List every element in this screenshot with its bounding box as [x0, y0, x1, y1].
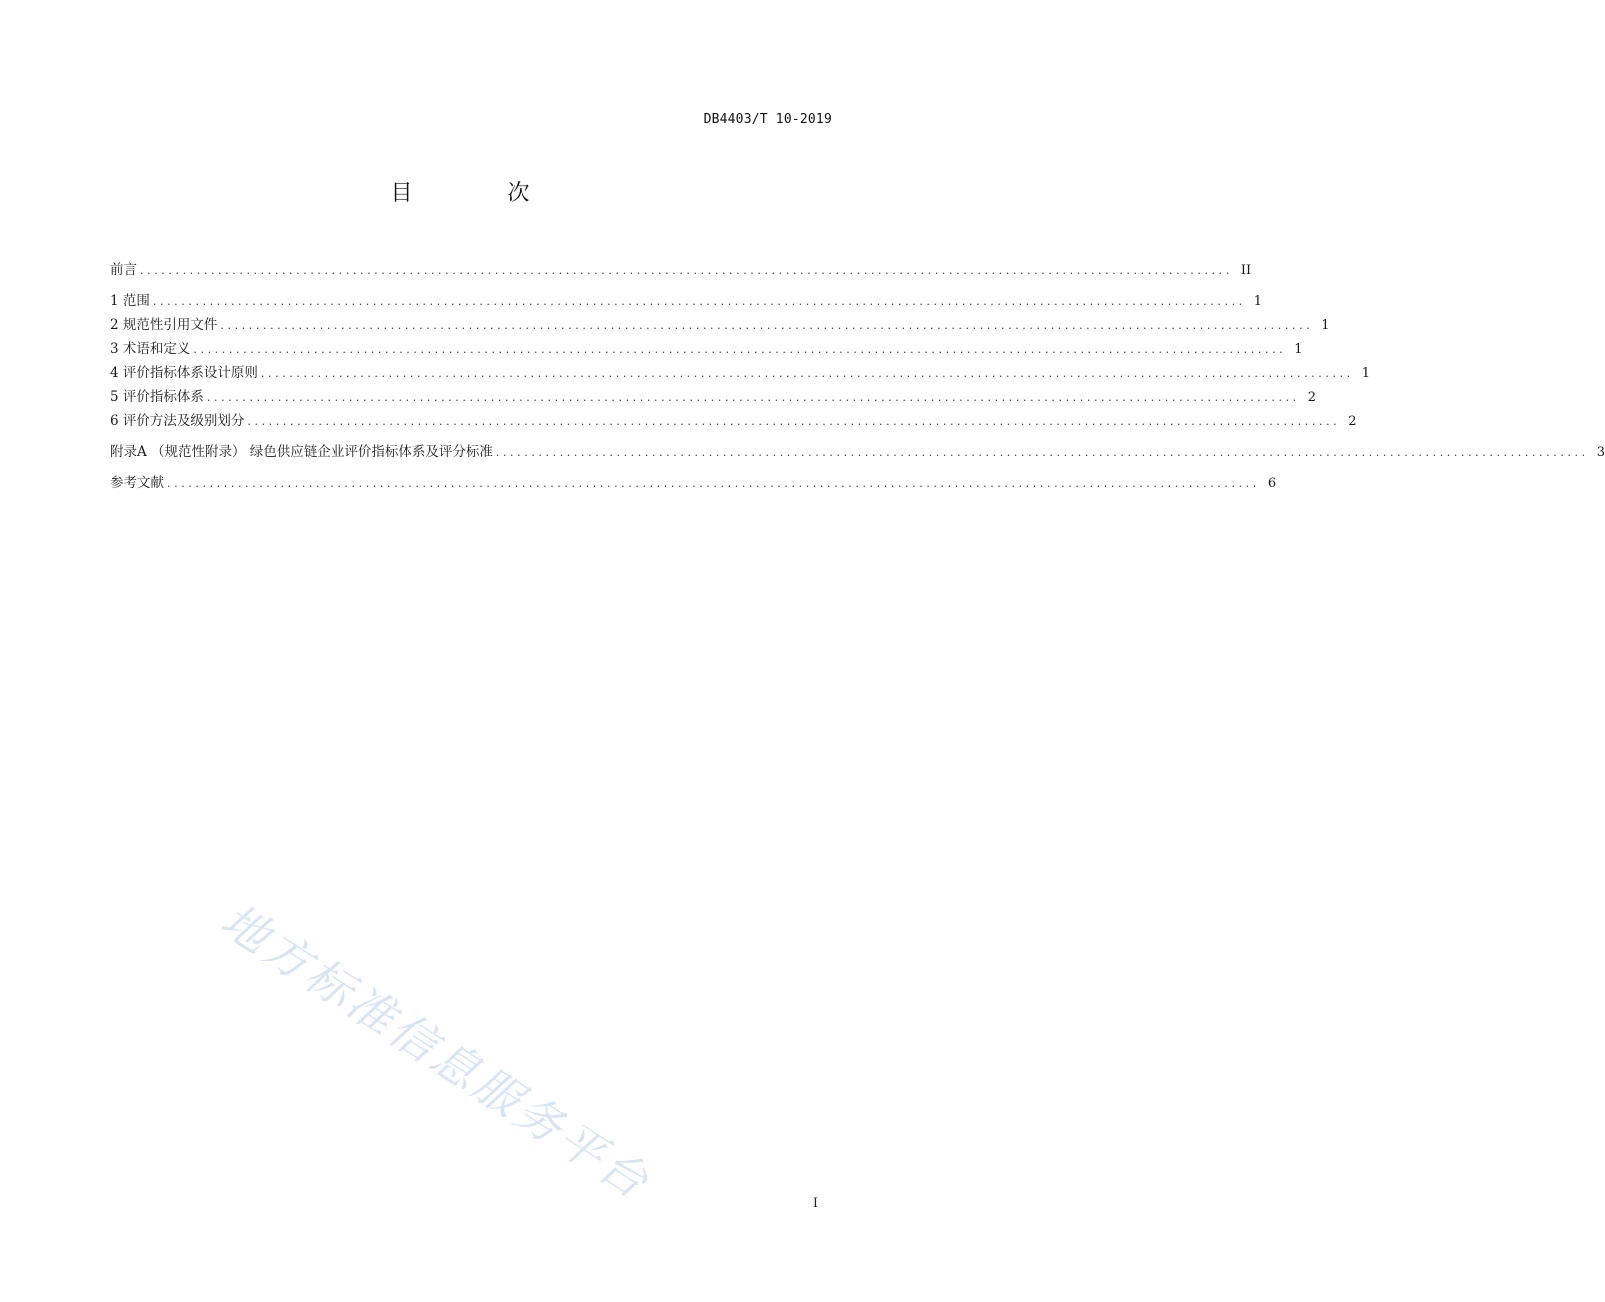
toc-dot-leader: ..........................................................................................................................................................: [260, 367, 1354, 380]
toc-entry-preface[interactable]: [110, 260, 1252, 284]
toc-dot-leader: ..........................................................................................................................................................: [193, 343, 1287, 356]
toc-dot-leader: ..........................................................................................................................................................: [152, 295, 1246, 308]
table-of-contents: [110, 260, 1605, 497]
toc-entry-label: 4 评价指标体系设计原则: [110, 365, 258, 381]
toc-entry-page: II: [1240, 263, 1252, 278]
toc-entry-label: 3 术语和定义: [110, 341, 191, 357]
toc-entry-scope[interactable]: [110, 291, 1263, 315]
toc-entry-label: 1 范围: [110, 293, 150, 309]
toc-entry-page: 1: [1361, 366, 1371, 381]
toc-entry-page: 6: [1267, 476, 1277, 491]
watermark: 地方标准信息服务平台: [211, 892, 661, 1211]
toc-dot-leader: ..........................................................................................................................................................: [247, 415, 1341, 428]
toc-entry-terms-definitions[interactable]: [110, 339, 1303, 363]
toc-entry-normative-references[interactable]: [110, 315, 1330, 339]
toc-entry-bibliography[interactable]: [110, 473, 1277, 497]
toc-entry-label: 2 规范性引用文件: [110, 317, 218, 333]
toc-dot-leader: ..........................................................................................................................................................: [206, 391, 1300, 404]
toc-entry-page: 2: [1348, 414, 1357, 429]
toc-entry-label: 前言: [110, 262, 137, 278]
toc-title: 目 次: [390, 181, 574, 206]
toc-dot-leader: ..........................................................................................................................................................: [167, 477, 1260, 490]
toc-entry-appendix-a[interactable]: [110, 442, 1605, 466]
toc-entry-label: 参考文献: [110, 475, 164, 491]
document-code: DB4403/T 10-2019: [703, 112, 832, 127]
toc-entry-page: 1: [1294, 342, 1303, 357]
toc-dot-leader: ..........................................................................................................................................................: [220, 319, 1314, 332]
toc-entry-label: 附录A （规范性附录） 绿色供应链企业评价指标体系及评分标准: [110, 444, 493, 460]
page-number: I: [812, 1196, 818, 1211]
toc-entry-page: 3: [1596, 445, 1605, 460]
toc-entry-evaluation-method[interactable]: [110, 411, 1357, 435]
toc-entry-page: 1: [1321, 318, 1330, 333]
toc-entry-label: 5 评价指标体系: [110, 389, 204, 405]
toc-entry-design-principles[interactable]: [110, 363, 1371, 387]
toc-entry-page: 2: [1307, 390, 1317, 405]
toc-entry-indicator-system[interactable]: [110, 387, 1317, 411]
toc-dot-leader: ..........................................................................................................................................................: [495, 446, 1589, 459]
toc-entry-label: 6 评价方法及级别划分: [110, 413, 245, 429]
toc-entry-page: 1: [1253, 294, 1263, 309]
toc-dot-leader: ..........................................................................................................................................................: [140, 264, 1233, 277]
